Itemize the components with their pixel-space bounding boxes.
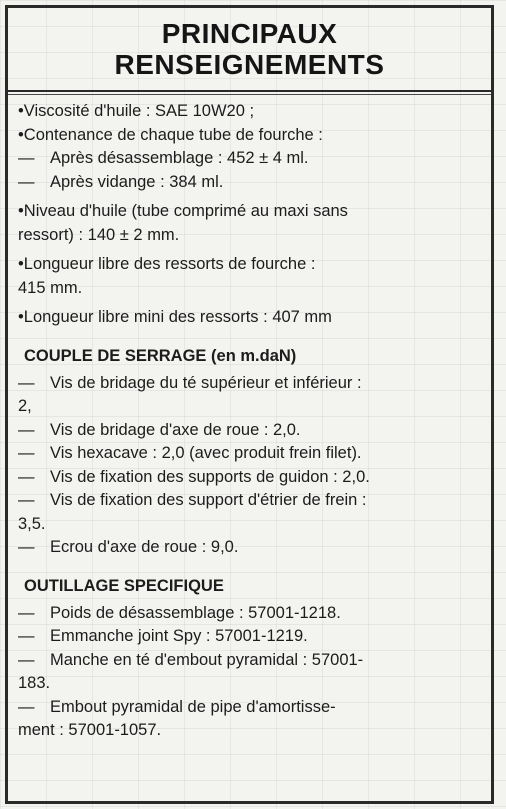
dash-marker: —: [18, 627, 35, 645]
dash-marker: —: [18, 603, 35, 622]
item-text: Vis de bridage du té supérieur et inférieur :: [50, 373, 362, 392]
bullet-text-continued: 415 mm.: [18, 278, 83, 297]
section-heading-outillage: OUTILLAGE SPECIFIQUE: [24, 576, 224, 595]
list-item: [18, 419, 483, 443]
dash-marker: —: [18, 697, 35, 716]
item-text: Vis de bridage d'axe de roue : 2,0.: [50, 420, 301, 439]
item-text-continued: 183.: [18, 674, 51, 692]
bullet-marker: •: [18, 202, 24, 220]
bullet-marker: •: [18, 255, 24, 273]
list-item: [18, 489, 483, 536]
dash-marker: —: [18, 650, 35, 669]
content-body: [18, 100, 483, 743]
bullet-marker: •: [18, 102, 24, 120]
item-text: Manche en té d'embout pyramidal : 57001-: [50, 650, 364, 669]
dash-marker: —: [18, 420, 35, 439]
list-item: [18, 466, 483, 490]
dash-marker: —: [18, 444, 35, 462]
dash-item: [18, 147, 483, 171]
bullet-item: [18, 124, 483, 148]
item-text: Vis hexacave : 2,0 (avec produit frein filet).: [50, 444, 362, 462]
list-item: [18, 372, 483, 419]
item-text: Embout pyramidal de pipe d'amortisse-: [50, 697, 336, 716]
dash-marker: —: [18, 538, 35, 556]
bullet-item: [18, 253, 483, 300]
bullet-text-continued: ressort) : 140 ± 2 mm.: [18, 225, 180, 244]
list-item: [18, 536, 483, 560]
bullet-text: Longueur libre mini des ressorts : 407 mm: [23, 308, 332, 326]
list-item: [18, 649, 483, 696]
item-text: Emmanche joint Spy : 57001-1219.: [50, 627, 308, 645]
bullet-text: Longueur libre des ressorts de fourche :: [23, 255, 316, 273]
list-item: [18, 602, 483, 626]
list-item: [18, 442, 483, 466]
list-item: [18, 696, 483, 743]
dash-marker: —: [18, 373, 35, 392]
title-line-2: RENSEIGNEMENTS: [114, 49, 385, 80]
dash-item: [18, 171, 483, 195]
dash-text: Après vidange : 384 ml.: [50, 172, 224, 191]
title-box: [8, 8, 491, 92]
item-text-continued: ment : 57001-1057.: [18, 721, 162, 739]
item-text-continued: 2,: [18, 397, 32, 415]
bullet-marker: •: [18, 125, 24, 144]
dash-text: Après désassemblage : 452 ± 4 ml.: [50, 149, 309, 167]
section-heading-couple: COUPLE DE SERRAGE (en m.daN): [24, 346, 297, 365]
info-box-frame: [5, 5, 494, 804]
dash-marker: —: [18, 172, 35, 191]
bullet-item: [18, 100, 483, 124]
item-text: Ecrou d'axe de roue : 9,0.: [50, 538, 239, 556]
bullet-item: [18, 306, 483, 330]
bullet-item: [18, 200, 483, 247]
list-item: [18, 625, 483, 649]
item-text: Poids de désassemblage : 57001-1218.: [50, 603, 341, 622]
dash-marker: —: [18, 491, 35, 509]
title-line-1: PRINCIPAUX: [161, 18, 338, 49]
item-text-continued: 3,5.: [18, 514, 46, 533]
bullet-marker: •: [18, 308, 24, 326]
item-text: Vis de fixation des supports de guidon : 2,0.: [50, 467, 370, 486]
item-text: Vis de fixation des support d'étrier de frein :: [50, 491, 367, 509]
bullet-text: Viscosité d'huile : SAE 10W20 ;: [23, 102, 255, 120]
bullet-text: Contenance de chaque tube de fourche :: [23, 125, 323, 144]
title-divider: [8, 94, 491, 95]
bullet-text: Niveau d'huile (tube comprimé au maxi sans: [23, 202, 348, 220]
dash-marker: —: [18, 467, 35, 486]
dash-marker: —: [18, 149, 35, 167]
